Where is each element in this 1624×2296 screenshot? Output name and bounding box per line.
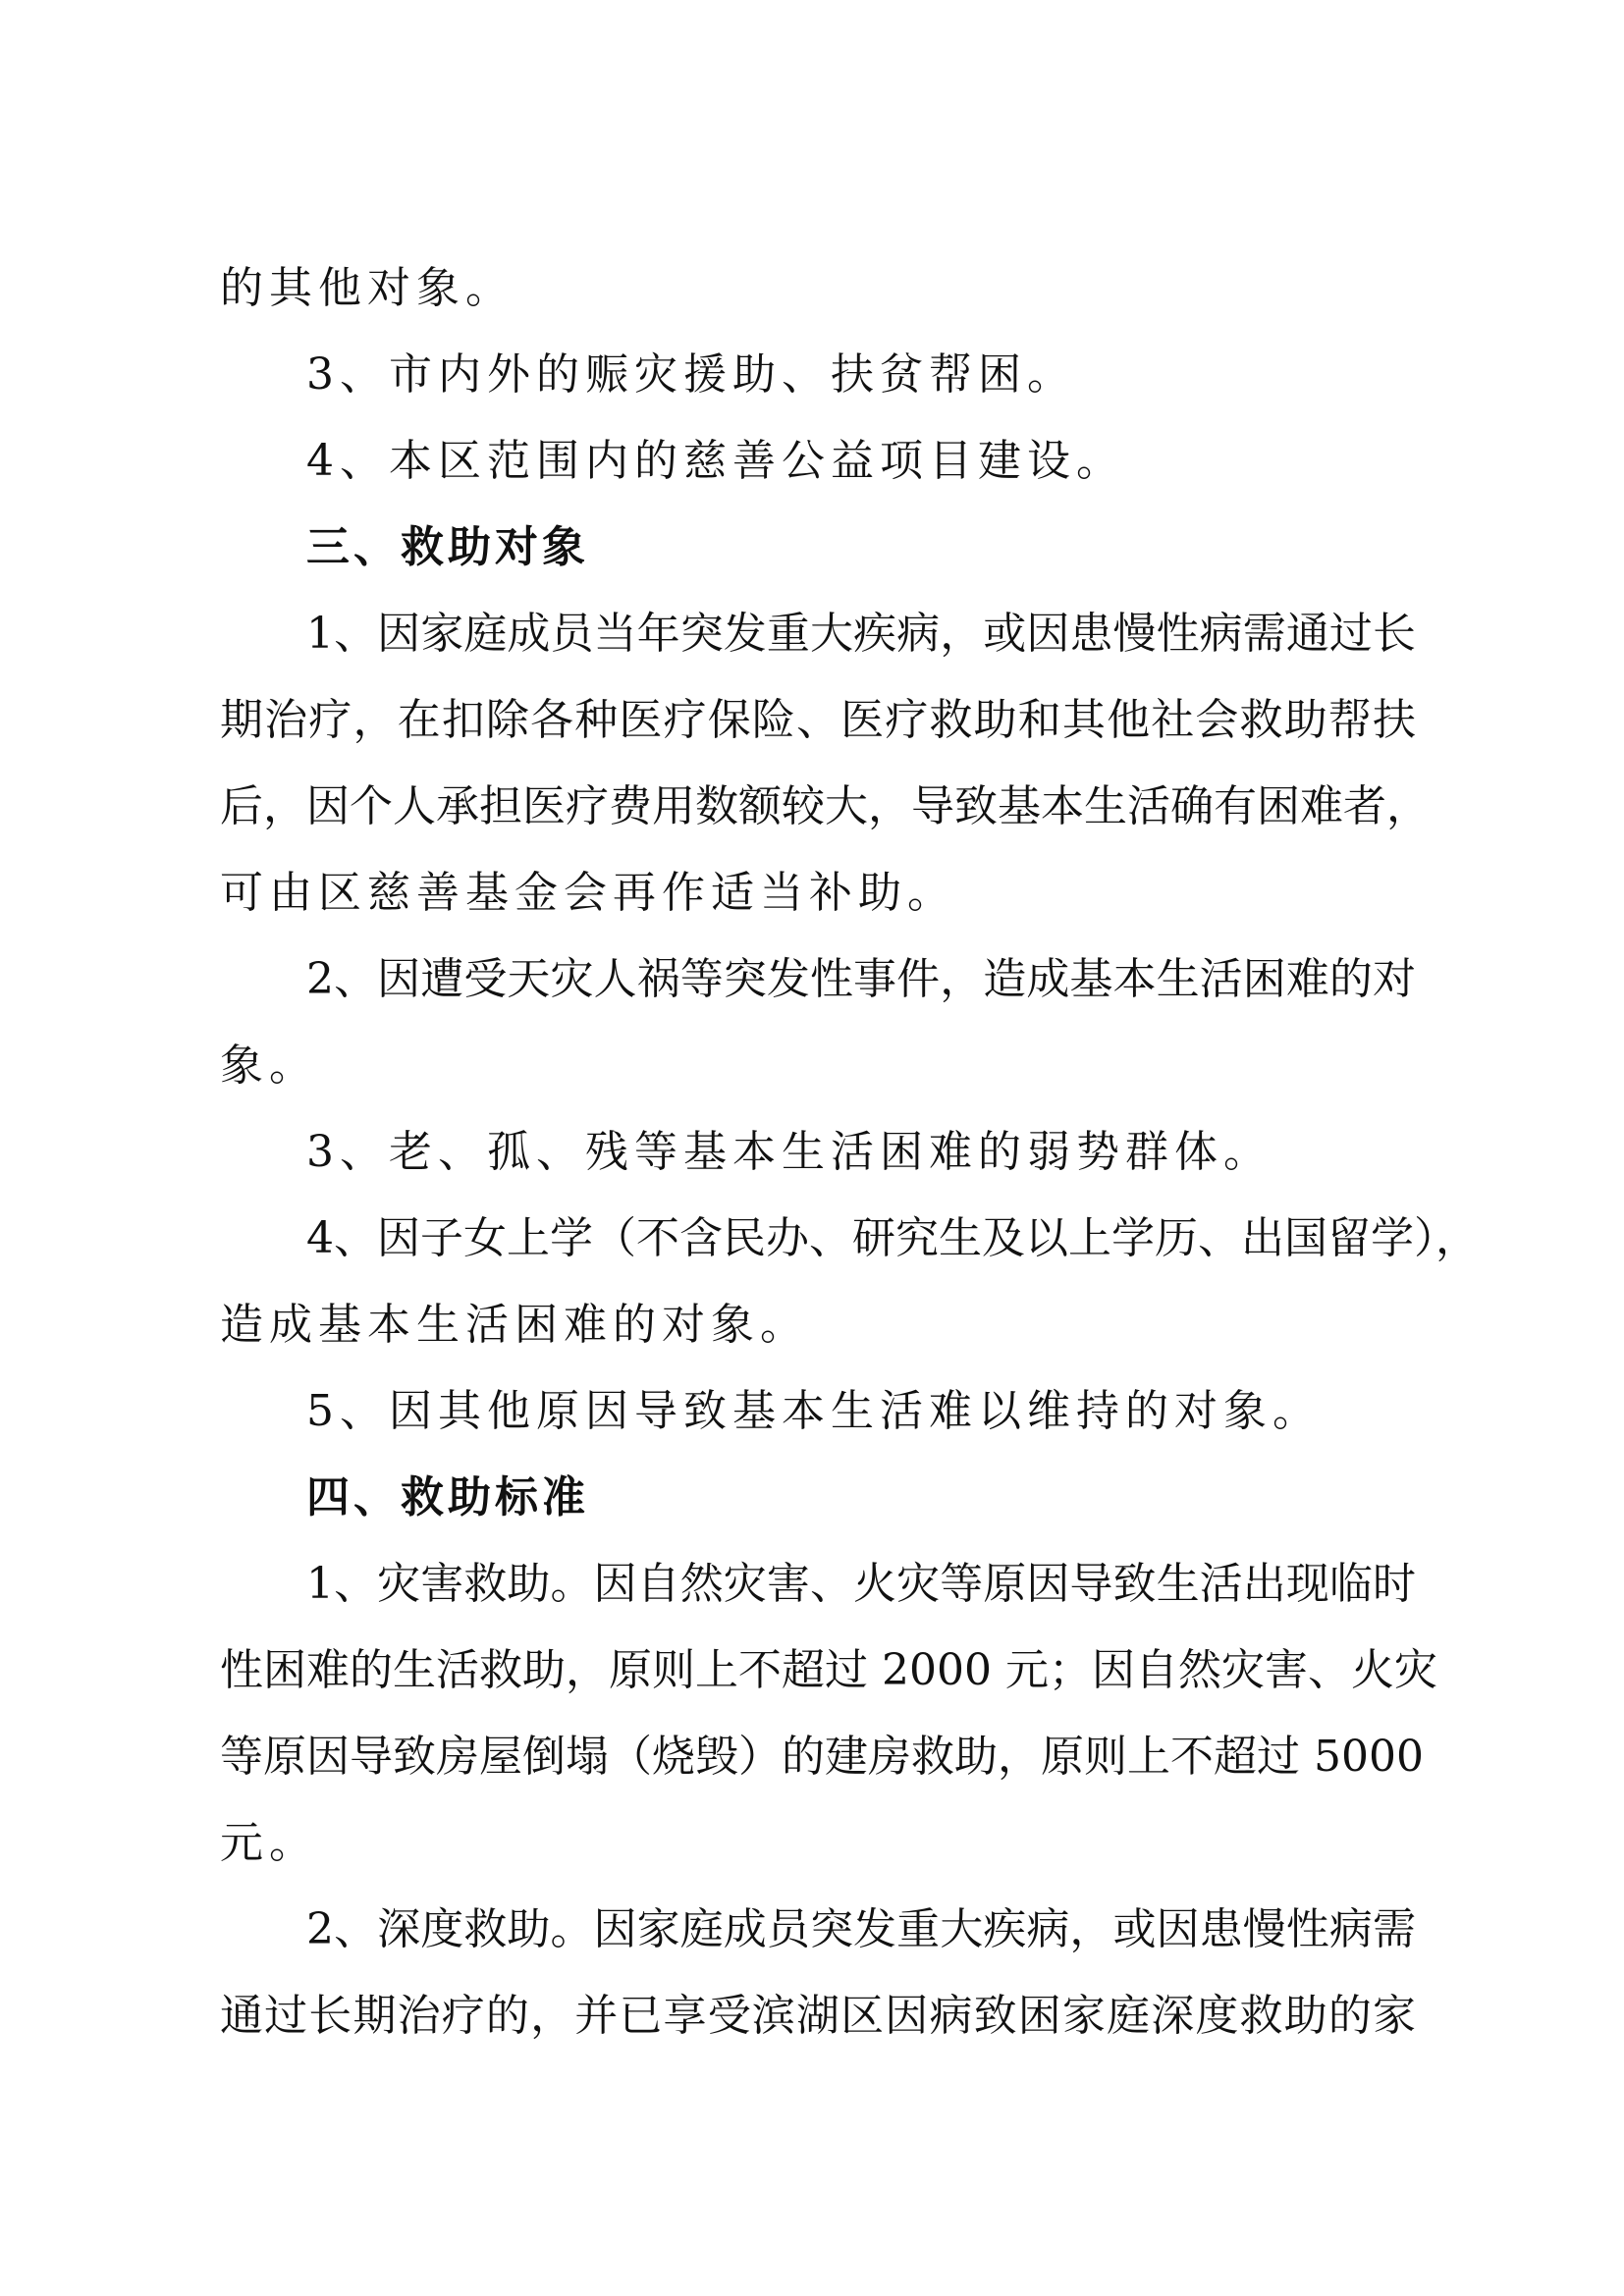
paragraph-line-continuation: 的其他对象。 bbox=[220, 263, 514, 313]
paragraph-line: 2、深度救助。因家庭成员突发重大疾病，或因患慢性病需 bbox=[306, 1904, 1416, 1954]
paragraph-line: 元。 bbox=[220, 1818, 318, 1868]
paragraph-line: 性困难的生活救助，原则上不超过 2000 元；因自然灾害、火灾 bbox=[220, 1645, 1437, 1695]
paragraph-line: 造成基本生活困难的对象。 bbox=[220, 1300, 809, 1350]
paragraph-line: 5、因其他原因导致基本生活难以维持的对象。 bbox=[306, 1386, 1322, 1436]
section-heading-4: 四、救助标准 bbox=[306, 1472, 589, 1522]
paragraph-line: 后，因个人承担医疗费用数额较大，导致基本生活确有困难者， bbox=[220, 781, 1430, 831]
paragraph-line: 期治疗，在扣除各种医疗保险、医疗救助和其他社会救助帮扶 bbox=[220, 695, 1416, 745]
paragraph-line: 象。 bbox=[220, 1041, 318, 1091]
list-item-4-scope: 4、本区范围内的慈善公益项目建设。 bbox=[306, 436, 1125, 486]
paragraph-line: 3、老、孤、残等基本生活困难的弱势群体。 bbox=[306, 1127, 1272, 1177]
paragraph-line: 等原因导致房屋倒塌（烧毁）的建房救助，原则上不超过 5000 bbox=[220, 1732, 1424, 1782]
section-heading-3: 三、救助对象 bbox=[306, 522, 589, 572]
paragraph-line: 2、因遭受天灾人祸等突发性事件，造成基本生活困难的对 bbox=[306, 954, 1416, 1004]
list-item-3-scope: 3、市内外的赈灾援助、扶贫帮困。 bbox=[306, 349, 1076, 400]
paragraph-line: 可由区慈善基金会再作适当补助。 bbox=[220, 868, 956, 918]
document-body bbox=[220, 245, 1479, 2059]
paragraph-line: 1、灾害救助。因自然灾害、火灾等原因导致生活出现临时 bbox=[306, 1559, 1416, 1609]
paragraph-line: 4、因子女上学（不含民办、研究生及以上学历、出国留学）， bbox=[306, 1213, 1479, 1263]
paragraph-line: 通过长期治疗的，并已享受滨湖区因病致困家庭深度救助的家 bbox=[220, 1991, 1416, 2041]
paragraph-line: 1、因家庭成员当年突发重大疾病，或因患慢性病需通过长 bbox=[306, 609, 1416, 659]
